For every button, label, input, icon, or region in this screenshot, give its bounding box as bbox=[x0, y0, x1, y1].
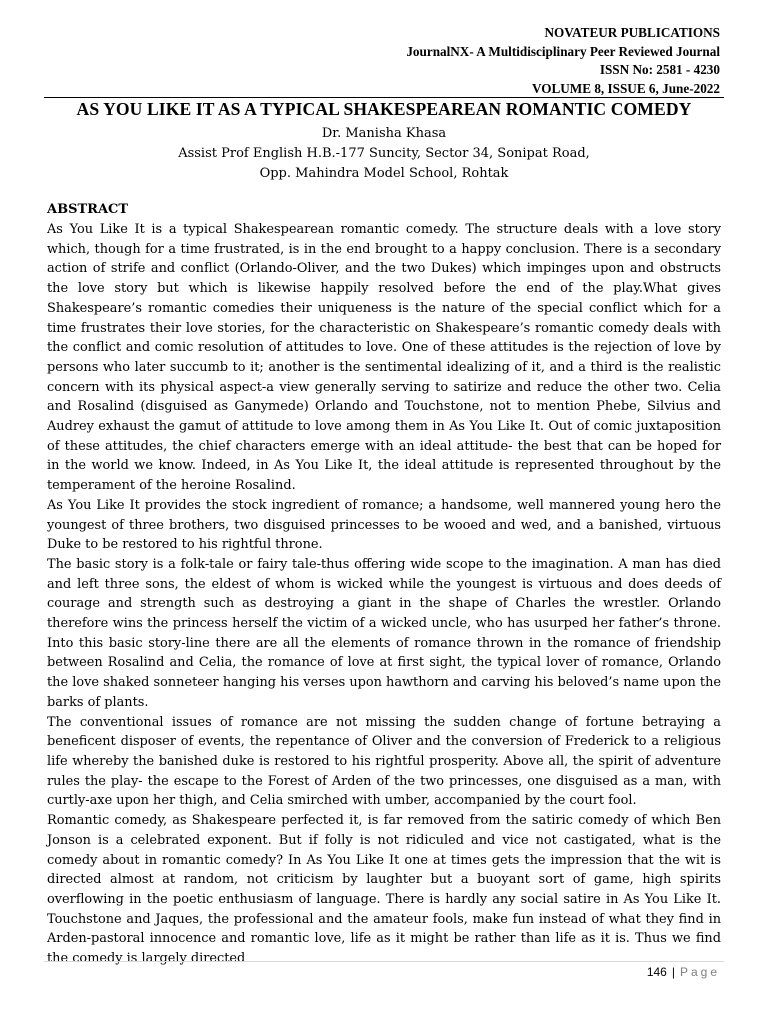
body-paragraph: Romantic comedy, as Shakespeare perfected it, is far removed from the satiric comedy of which Ben Jonson is a celebrated exponent. But if folly is not ridiculed and vice not castigated, what is the comedy about in romantic comedy? In As You Like It one at times gets the impression that the wit is directed almost at random, not criticism by laughter but a buoyant sort of game, high spirits overflowing in the poetic enthusiasm of language. There is hardly any social satire in As You Like It. Touchstone and Jaques, the professional and the amateur fools, make fun instead of what they find in Arden-pastoral innocence and romantic love, life as it might be rather than life as it is. Thus we find the comedy is largely directed bbox=[47, 813, 721, 967]
author-name: Dr. Manisha Khasa bbox=[321, 126, 447, 141]
body-paragraph: As You Like It provides the stock ingredient of romance; a handsome, well mannered young hero the youngest of three brothers, two disguised princesses to be wooed and wed, and a banished, virtuous Duke to be restored to his rightful throne. bbox=[47, 497, 721, 553]
footer-divider bbox=[44, 961, 724, 962]
journal-header bbox=[406, 24, 720, 98]
body-paragraph: The basic story is a folk-tale or fairy tale-thus offering wide scope to the imagination. A man has died and left three sons, the eldest of whom is wicked while the youngest is virtuous and does deeds of courage and strength such as destroying a giant in the shape of Charles the wrestler. Orlando therefore wins the princess herself the victim of a wicked uncle, who has usurped her father’s throne. Into this basic story-line there are all the elements of romance thrown in the romance of friendship between Rosalind and Celia, the romance of love at first sight, the typical lover of romance, Orlando the love shaked sonneteer hanging his verses upon hawthorn and carving his beloved’s name upon the barks of plants. bbox=[47, 556, 721, 710]
body-paragraph: The conventional issues of romance are not missing the sudden change of fortune betraying a beneficent disposer of events, the repentance of Oliver and the conversion of Frederick to a religious life whereby the banished duke is restored to his rightful prosperity. Above all, the spirit of adventure rules the play- the escape to the Forest of Arden of the two princesses, one disguised as a man, with curtly-axe upon her thigh, and Celia smirched with umber, accompanied by the court fool. bbox=[47, 714, 721, 809]
abstract-heading: ABSTRACT bbox=[47, 202, 129, 217]
paper-title: AS YOU LIKE IT AS A TYPICAL SHAKESPEAREAN ROMANTIC COMEDY bbox=[76, 99, 692, 119]
journal-name: JournalNX- A Multidisciplinary Peer Reviewed Journal bbox=[406, 43, 720, 59]
volume-issue: VOLUME 8, ISSUE 6, June-2022 bbox=[531, 80, 720, 96]
author-affiliation-line-2: Opp. Mahindra Model School, Rohtak bbox=[259, 166, 509, 181]
page-label: Page bbox=[679, 965, 720, 979]
author-block bbox=[0, 124, 768, 184]
abstract-body bbox=[47, 220, 721, 969]
footer-separator: | bbox=[671, 965, 675, 979]
publisher-name: NOVATEUR PUBLICATIONS bbox=[544, 25, 720, 40]
page-number: 146 bbox=[646, 965, 667, 979]
page-footer bbox=[647, 965, 720, 979]
issn: ISSN No: 2581 - 4230 bbox=[599, 62, 720, 77]
author-affiliation-line-1: Assist Prof English H.B.-177 Suncity, Sector 34, Sonipat Road, bbox=[178, 146, 590, 161]
header-divider bbox=[44, 97, 724, 98]
body-paragraph: As You Like It is a typical Shakespearean romantic comedy. The structure deals with a love story which, though for a time frustrated, is in the end brought to a happy conclusion. There is a secondary action of strife and conflict (Orlando-Oliver, and the two Dukes) which impinges upon and obstructs the love story but which is likewise happily resolved before the end of the play.What gives Shakespeare’s romantic comedies their uniqueness is the nature of the special conflict which for a time frustrates their love stories, for the characteristic on Shakespeare’s romantic comedy deals with the conflict and comic resolution of attitudes to love. One of these attitudes is the rejection of love by persons who later succumb to it; another is the sentimental idealizing of it, and a third is the realistic concern with its physical aspect-a view generally serving to satirize and reduce the other two. Celia and Rosalind (disguised as Ganymede) Orlando and Touchstone, not to mention Phebe, Silvius and Audrey exhaust the gamut of attitude to love among them in As You Like It. Out of comic juxtaposition of these attitudes, the chief characters emerge with an ideal attitude- the best that can be hoped for in the world we know. Indeed, in As You Like It, the ideal attitude is represented throughout by the temperament of the heroine Rosalind. bbox=[47, 222, 721, 494]
